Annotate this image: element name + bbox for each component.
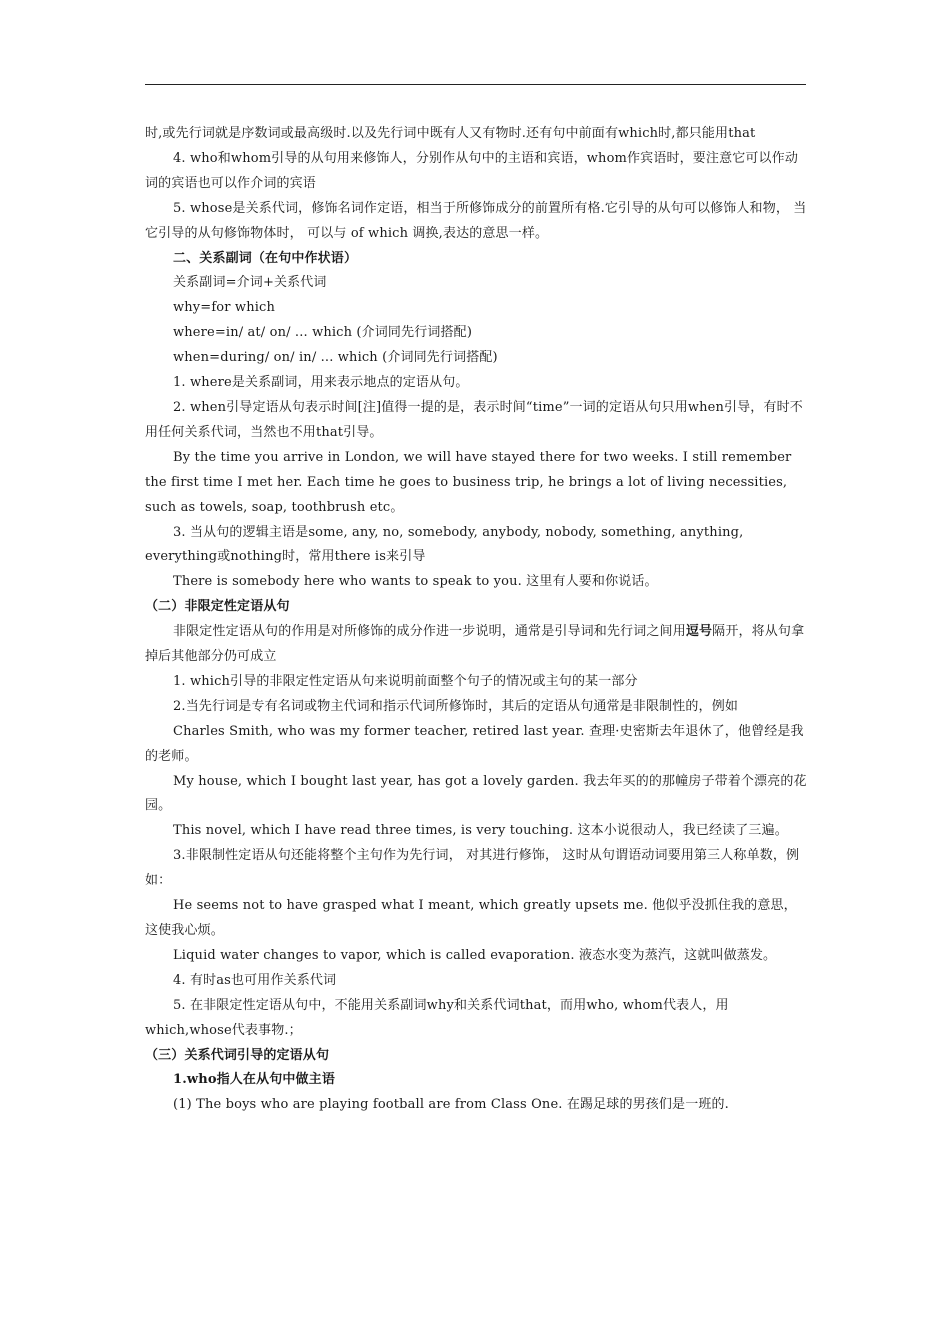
paragraph: 4. 有时as也可用作关系代词 — [173, 972, 337, 988]
paragraph — [145, 620, 809, 670]
section-heading: （二）非限定性定语从句 — [145, 599, 290, 615]
example-sentence: Liquid water changes to vapor, which is called evaporation. 液态水变为蒸汽，这就叫做蒸发。 — [173, 947, 777, 963]
paragraph-text: 非限定性定语从句的作用是对所修饰的成分作进一步说明，通常是引导词和先行词之间用 — [173, 624, 686, 640]
document-body — [145, 122, 809, 1118]
paragraph: 5. 在非限定性定语从句中，不能用关系副词why和关系代词that，而用who, whom代表人，用which,whose代表事物.； — [145, 997, 729, 1038]
paragraph: where=in/ at/ on/ ... which (介词同先行词搭配) — [173, 325, 473, 341]
subsection-heading: 1.who指人在从句中做主语 — [173, 1072, 335, 1088]
paragraph: 1. where是关系副词，用来表示地点的定语从句。 — [173, 375, 469, 391]
paragraph: 4. who和whom引导的从句用来修饰人，分别作从句中的主语和宾语，whom作宾语时，要注意它可以作动词的宾语也可以作介词的宾语 — [145, 150, 798, 191]
example-sentences: By the time you arrive in London, we will have stayed there for two weeks. I still remember the first time I met her. Each time he goes to business trip, he brings a lot of living necessities, such as towels, soap, toothbrush etc。 — [145, 449, 792, 515]
paragraph: 2.当先行词是专有名词或物主代词和指示代词所修饰时，其后的定语从句通常是非限制性的，例如 — [173, 698, 739, 714]
paragraph: 3. 当从句的逻辑主语是some, any, no, somebody, anybody, nobody, something, anything, everything或nothing时，常用there is来引导 — [145, 524, 744, 565]
example-sentence: He seems not to have grasped what I meant, which greatly upsets me. 他似乎没抓住我的意思，这使我心烦。 — [145, 898, 797, 938]
section-heading: 二、关系副词（在句中作状语） — [173, 250, 358, 266]
paragraph-text: 隔开，将从句拿掉后其他部分仍可成立 — [145, 624, 805, 665]
bold-term: 逗号 — [685, 624, 713, 640]
paragraph: 关系副词=介词+关系代词 — [173, 275, 327, 291]
header-rule — [145, 84, 806, 85]
example-sentence: Charles Smith, who was my former teacher, retired last year. 查理·史密斯去年退休了，他曾经是我的老师。 — [145, 723, 804, 764]
example-sentence: My house, which I bought last year, has got a lovely garden. 我去年买的的那幢房子带着个漂亮的花园。 — [145, 773, 807, 814]
paragraph: why=for which — [173, 300, 275, 316]
paragraph: 5. whose是关系代词，修饰名词作定语，相当于所修饰成分的前置所有格.它引导的从句可以修饰人和物， 当它引导的从句修饰物体时， 可以与 of which 调换,表达的意思一样。 — [145, 200, 807, 241]
example-sentence: (1) The boys who are playing football are from Class One. 在踢足球的男孩们是一班的. — [173, 1097, 729, 1113]
section-heading: （三）关系代词引导的定语从句 — [145, 1047, 330, 1063]
paragraph: 1. which引导的非限定性定语从句来说明前面整个句子的情况或主句的某一部分 — [173, 673, 638, 689]
example-sentence: This novel, which I have read three times, is very touching. 这本小说很动人，我已经读了三遍。 — [173, 823, 788, 839]
paragraph: 3.非限制性定语从句还能将整个主句作为先行词， 对其进行修饰， 这时从句谓语动词要用第三人称单数，例如： — [145, 848, 800, 889]
example-sentence: There is somebody here who wants to speak to you. 这里有人要和你说话。 — [173, 574, 658, 590]
paragraph: when=during/ on/ in/ ... which (介词同先行词搭配) — [173, 350, 498, 366]
paragraph: 2. when引导定语从句表示时间[注]值得一提的是，表示时间“time”一词的定语从句只用when引导，有时不用任何关系代词，当然也不用that引导。 — [145, 399, 803, 440]
paragraph: 时,或先行词就是序数词或最高级时.以及先行词中既有人又有物时.还有句中前面有which时,都只能用that — [145, 126, 756, 141]
